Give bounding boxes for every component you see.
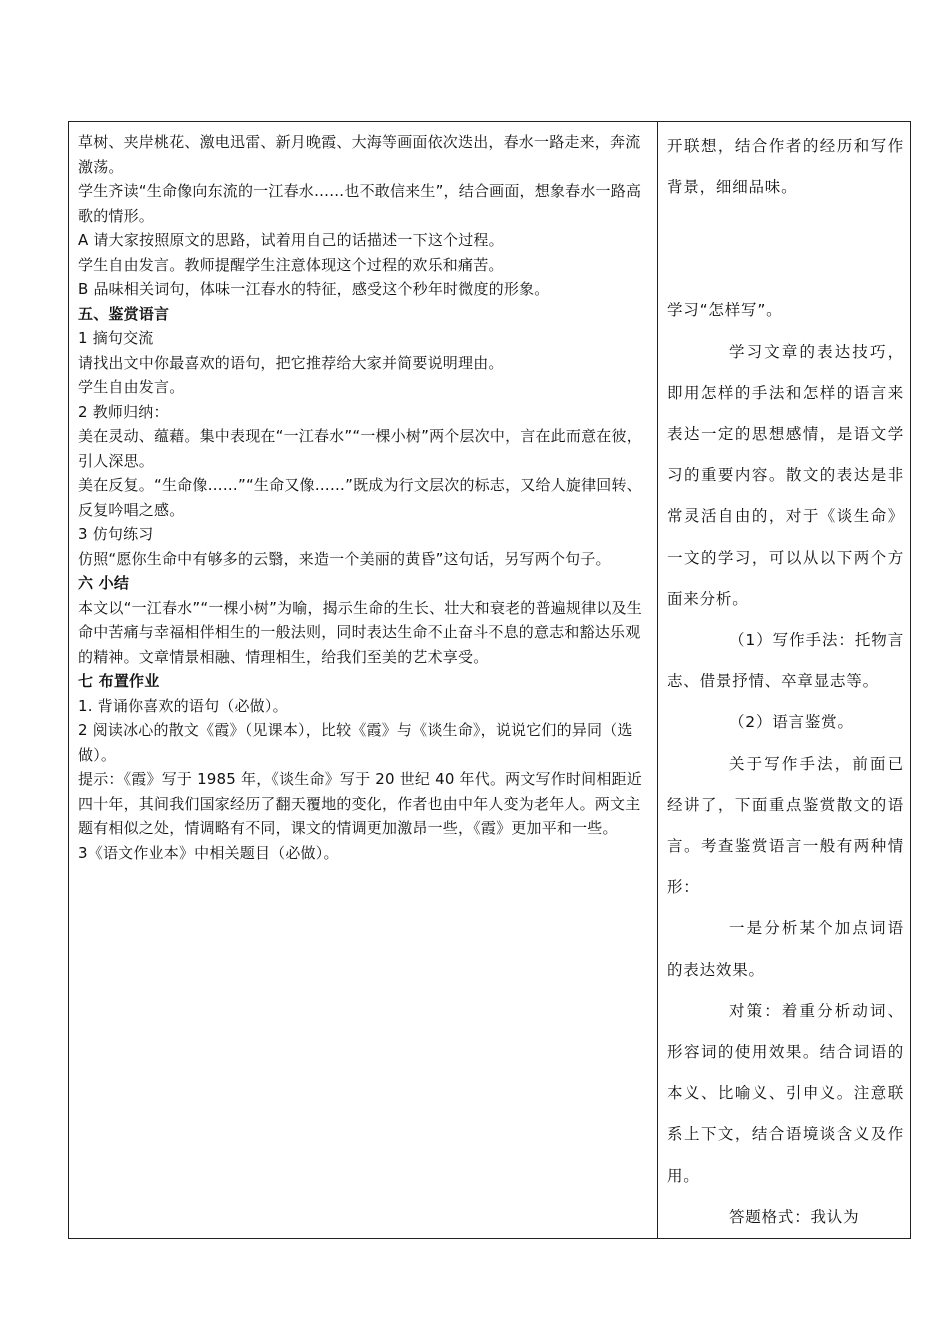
side-note-answer-format: 答题格式：我认为 bbox=[729, 1207, 860, 1226]
paragraph-imitation-task: 仿照“愿你生命中有够多的云翳，来造一个美丽的黄昏”这句话，另写两个句子。 bbox=[78, 549, 611, 568]
subheading-imitation: 3 仿句练习 bbox=[78, 525, 154, 543]
homework-item-2: 2 阅读冰心的散文《霞》（见课本），比较《霞》与《谈生命》，说说它们的异同（选做）。 bbox=[78, 721, 633, 764]
homework-item-1: 1. 背诵你喜欢的语句（必做）。 bbox=[78, 696, 288, 715]
side-note-association: 开联想，结合作者的经历和写作背景，细细品味。 bbox=[667, 137, 904, 197]
paragraph-beauty-agile: 美在灵动、蕴藉。集中表现在“一江春水”“一棵小树”两个层次中，言在此而意在彼，引人深思。 bbox=[78, 427, 642, 470]
side-note-how-to-write: 学习“怎样写”。 bbox=[667, 301, 783, 320]
paragraph-read-aloud: 学生齐读“生命像向东流的一江春水……也不敢信来生”，结合画面，想象春水一路高歌的情形。 bbox=[78, 182, 642, 225]
paragraph-scenes: 草树、夹岸桃花、激电迅雷、新月晚霞、大海等画面依次迭出，春水一路走来，奔流激荡。 bbox=[78, 133, 641, 176]
paragraph-free-speech: 学生自由发言。教师提醒学生注意体现这个过程的欢乐和痛苦。 bbox=[78, 255, 504, 274]
side-note-language-focus: 关于写作手法，前面已经讲了，下面重点鉴赏散文的语言。考查鉴赏语言一般有两种情形： bbox=[667, 754, 904, 897]
paragraph-hint: 提示：《霞》写于 1985 年，《谈生命》写于 20 世纪 40 年代。两文写作时间相距近四十年，其间我们国家经历了翻天覆地的变化，作者也由中年人变为老年人。两文主题有相似之处，情调略有不同，课文的情调更加激昂一些，《霞》更加平和一些。 bbox=[78, 770, 642, 837]
paragraph-task-a: A 请大家按照原文的思路，试着用自己的话描述一下这个过程。 bbox=[78, 231, 504, 249]
paragraph-summary: 本文以“一江春水”“一棵小树”为喻，揭示生命的生长、壮大和衰老的普遍规律以及生命中苦痛与幸福相伴相生的一般法则，同时表达生命不止奋斗不息的意志和豁达乐观的精神。文章情景相融、情理相生，给我们至美的艺术享受。 bbox=[78, 598, 642, 666]
paragraph-free-speech-2: 学生自由发言。 bbox=[78, 378, 185, 396]
side-notes-cell bbox=[658, 122, 911, 1239]
lesson-table bbox=[68, 121, 911, 1239]
section-heading-language: 五、鉴赏语言 bbox=[78, 304, 170, 323]
paragraph-find-sentences: 请找出文中你最喜欢的语句，把它推荐给大家并简要说明理由。 bbox=[78, 353, 504, 372]
paragraph-beauty-repetition: 美在反复。“生命像……”“生命又像……”既成为行文层次的标志，又给人旋律回转、反复吟唱之感。 bbox=[78, 476, 642, 519]
paragraph-task-b: B 品味相关词句，体味一江春水的特征，感受这个秒年时微度的形象。 bbox=[78, 280, 550, 298]
table-row bbox=[69, 122, 911, 1239]
spacer bbox=[667, 208, 904, 290]
side-note-language-appreciation: （2）语言鉴赏。 bbox=[729, 713, 854, 732]
subheading-teacher-summary: 2 教师归纳： bbox=[78, 402, 169, 421]
homework-item-3: 3《语文作业本》中相关题目（必做）。 bbox=[78, 843, 339, 862]
side-note-techniques: 学习文章的表达技巧，即用怎样的手法和怎样的语言来表达一定的思想感情，是语文学习的重要内容。散文的表达是非常灵活自由的，对于《谈生命》一文的学习，可以从以下两个方面来分析。 bbox=[667, 342, 904, 608]
subheading-excerpt: 1 摘句交流 bbox=[78, 329, 154, 347]
main-content-cell bbox=[69, 122, 658, 1239]
side-note-strategy: 对策：着重分析动词、形容词的使用效果。结合词语的本义、比喻义、引申义。注意联系上下文，结合语境谈含义及作用。 bbox=[667, 1001, 904, 1185]
section-heading-summary: 六 小结 bbox=[78, 574, 130, 592]
side-note-case-one: 一是分析某个加点词语的表达效果。 bbox=[667, 919, 904, 979]
side-note-writing-method: （1）写作手法：托物言志、借景抒情、卒章显志等。 bbox=[667, 631, 904, 691]
section-heading-homework: 七 布置作业 bbox=[78, 672, 160, 690]
